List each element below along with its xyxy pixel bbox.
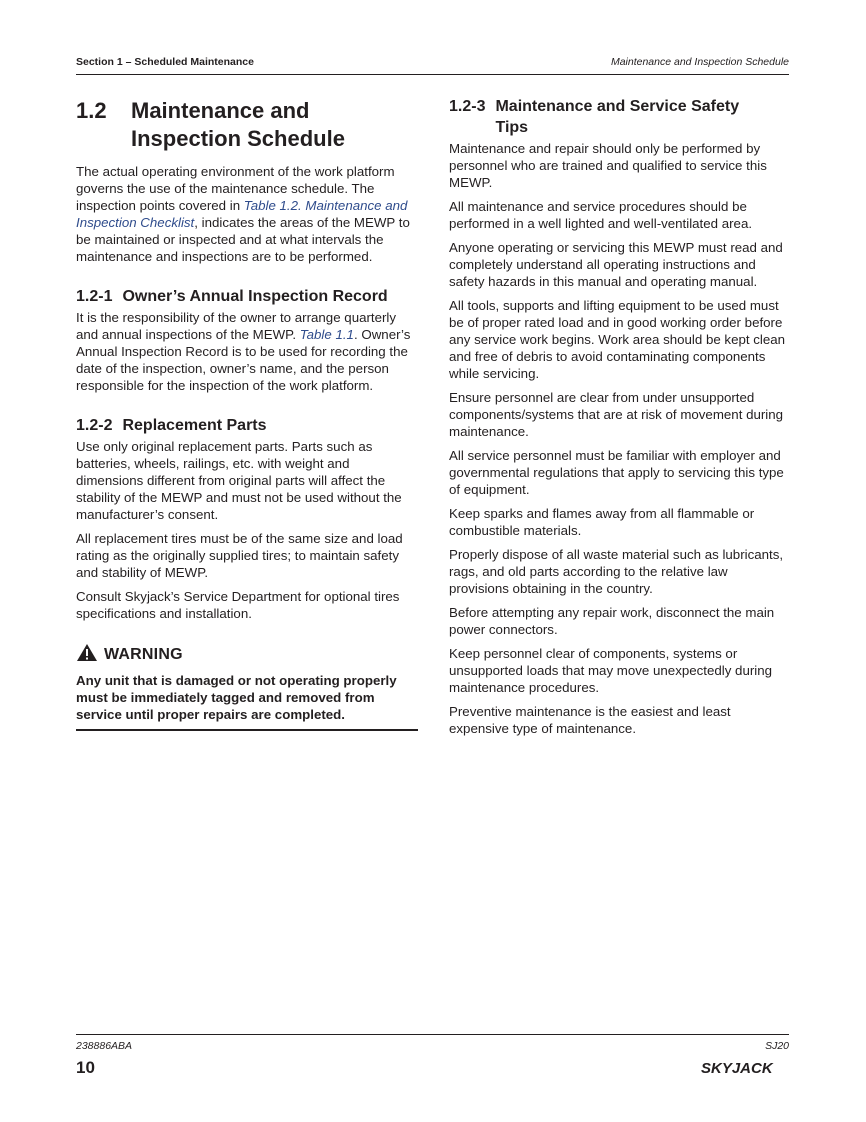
header-title: Maintenance and Inspection Schedule — [610, 56, 789, 68]
model-number: SJ20 — [765, 1040, 789, 1052]
safety-paragraph: All tools, supports and lifting equipment to be used must be of proper rated load and in good working order before any service work begins. Work area should be kept clean and free of debris to avoid contaminating components while servicing. — [449, 298, 786, 381]
intro-text-end: , indicates the areas of the MEWP to be maintained or inspected and at what intervals the maintenance and inspections are to be performed. — [76, 215, 410, 264]
warning-box — [76, 643, 418, 731]
safety-paragraph: Anyone operating or servicing this MEWP must read and completely understand all operating instructions and safety hazards in this manual and operating manual. — [449, 240, 783, 289]
safety-paragraph: Maintenance and repair should only be performed by personnel who are trained and qualified to service this MEWP. — [449, 141, 767, 190]
left-column — [76, 96, 418, 731]
skyjack-logo — [701, 1057, 789, 1082]
owners-record-title: Owner’s Annual Inspection Record — [122, 288, 388, 305]
safety-paragraph: All maintenance and service procedures should be performed in a well lighted and well-ventilated area. — [449, 199, 753, 231]
table-1-1-link[interactable]: Table 1.1 — [299, 327, 354, 342]
safety-paragraph: Before attempting any repair work, disconnect the main power connectors. — [449, 605, 775, 637]
parts-paragraph: All replacement tires must be of the same size and load rating as the originally supplied tires; to maintain safety and stability of MEWP. — [76, 531, 403, 580]
safety-paragraph: Preventive maintenance is the easiest and least expensive type of maintenance. — [449, 704, 731, 736]
warning-triangle-icon — [76, 643, 104, 666]
replacement-parts-title: Replacement Parts — [122, 417, 267, 434]
header-divider — [76, 74, 789, 75]
intro-paragraph — [76, 163, 418, 265]
section-title-line1: Maintenance and — [131, 98, 310, 123]
page-number: 10 — [76, 1058, 95, 1077]
section-heading — [76, 97, 418, 153]
owners-record-number: 1.2-1 — [76, 288, 113, 305]
owners-record-heading — [76, 286, 418, 307]
document-number: 238886ABA — [76, 1040, 133, 1052]
safety-paragraph: Keep personnel clear of components, systems or unsupported loads that may move unexpectedly during maintenance procedures. — [449, 646, 773, 695]
header-section: Section 1 – Scheduled Maintenance — [76, 56, 254, 68]
safety-paragraph: All service personnel must be familiar with employer and governmental regulations that apply to servicing this type of equipment. — [449, 448, 784, 497]
safety-paragraph: Ensure personnel are clear from under unsupported components/systems that are at risk of movement during maintenance. — [449, 390, 784, 439]
logo-text: SKYJACK — [701, 1060, 773, 1077]
replacement-parts-heading — [76, 415, 418, 436]
section-number: 1.2 — [76, 98, 107, 123]
owners-text-start: It is the responsibility of the owner to arrange quarterly and annual inspections of the MEWP. — [76, 310, 397, 342]
footer-divider — [76, 1034, 789, 1035]
section-title-line2: Inspection Schedule — [131, 126, 345, 151]
intro-text-start: The actual operating environment of the work platform governs the use of the maintenance schedule. The inspection points covered in — [76, 164, 395, 213]
parts-paragraph: Consult Skyjack’s Service Department for optional tires specifications and installation. — [76, 589, 400, 621]
section-title — [131, 97, 345, 153]
owners-text-end: . Owner’s Annual Inspection Record is to be used for recording the date of the inspection, owner’s name, and the person responsible for the inspection of the work platform. — [76, 327, 411, 393]
warning-label: WARNING — [104, 646, 183, 663]
safety-tips-title-line2: Tips — [495, 119, 529, 136]
warning-text: Any unit that is damaged or not operating properly must be immediately tagged and removed from service until proper repairs are completed. — [76, 672, 418, 731]
warning-title — [76, 643, 418, 666]
safety-tips-number: 1.2-3 — [449, 98, 486, 115]
right-column — [449, 96, 791, 744]
safety-paragraph: Keep sparks and flames away from all flammable or combustible materials. — [449, 506, 755, 538]
safety-tips-title — [495, 96, 739, 138]
safety-paragraph: Properly dispose of all waste material such as lubricants, rags, and old parts according to the relative law provisions obtaining in the country. — [449, 547, 784, 596]
parts-paragraph: Use only original replacement parts. Parts such as batteries, wheels, railings, etc. with weight and dimensions different from original parts will affect the stability of the MEWP and must not be used without the manufacturer’s consent. — [76, 439, 402, 522]
table-1-2-link[interactable]: Table 1.2. Maintenance and Inspection Checklist — [76, 198, 408, 230]
safety-tips-title-line1: Maintenance and Service Safety — [495, 98, 740, 115]
replacement-parts-number: 1.2-2 — [76, 417, 113, 434]
owners-record-paragraph — [76, 309, 418, 394]
safety-tips-heading — [449, 96, 791, 138]
